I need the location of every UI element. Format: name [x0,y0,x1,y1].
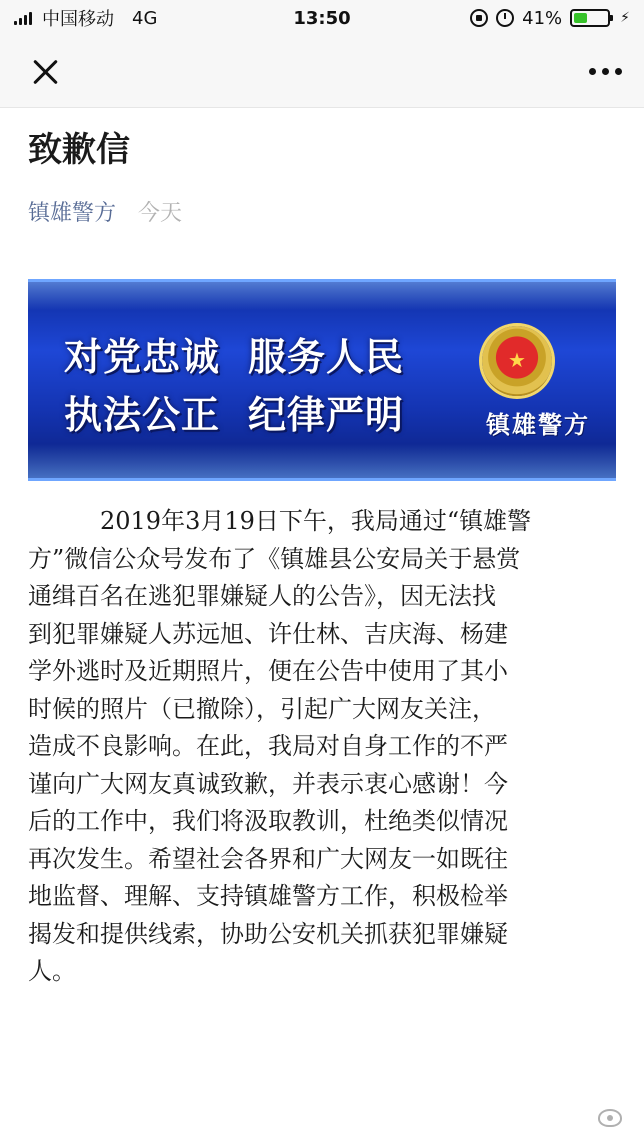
article-meta [28,196,616,227]
status-bar [0,0,644,36]
weibo-watermark [598,1109,622,1127]
battery-fill [574,13,587,23]
account-link[interactable]: 镇雄警方 [28,201,117,226]
banner-org-name: 镇雄警方 [486,411,590,439]
carrier-label: 中国移动 [42,9,114,30]
slogan-row-1 [64,328,404,386]
more-icon[interactable] [589,60,622,83]
banner-slogans [64,328,404,444]
body-line: 通缉百名在逃犯罪嫌疑人的公告》，因无法找 [28,582,496,610]
slogan-text: 对党忠诚 [64,335,221,379]
body-line: 时候的照片（已撤除），引起广大网友关注， [28,694,496,723]
body-line: 2019年3月19日下午，我局通过“镇雄警 [100,507,532,535]
body-line: 造成不良影响。在此，我局对自身工作的不严 [28,732,508,760]
article-banner-image [28,279,616,481]
weibo-logo-icon [598,1109,622,1127]
slogan-text: 纪律严明 [248,393,405,437]
article-title: 致歉信 [28,130,130,170]
body-line: 学外逃时及近期照片，便在公告中使用了其小 [28,657,508,685]
nav-bar [0,36,644,108]
network-label: 4G [132,7,158,29]
status-time: 13:50 [293,7,351,29]
body-line: 人。 [28,957,76,985]
body-line: 揭发和提供线索，协助公安机关抓获犯罪嫌疑 [28,919,508,948]
status-left [14,5,157,31]
article-body [28,503,616,991]
close-icon[interactable] [30,56,62,88]
signal-icon [14,11,32,25]
slogan-text: 服务人民 [248,335,405,379]
status-right [470,8,630,29]
body-line: 再次发生。希望社会各界和广大网友一如既往 [28,844,508,873]
police-badge-icon [482,326,552,396]
body-line: 地监督、理解、支持镇雄警方工作，积极检举 [28,882,508,910]
battery-icon [570,9,610,27]
charging-icon: ⚡ [620,10,630,26]
alarm-icon [496,9,514,27]
body-line: 到犯罪嫌疑人苏远旭、许仕林、吉庆海、杨建 [28,619,508,648]
slogan-text: 执法公正 [64,393,221,437]
battery-percent: 41% [522,7,563,29]
article [0,126,644,991]
publish-date: 今天 [138,201,183,226]
body-line: 方”微信公众号发布了《镇雄县公安局关于悬赏 [28,544,521,573]
slogan-row-2 [64,386,404,444]
rotation-lock-icon [470,9,488,27]
body-line: 后的工作中，我们将汲取教训，杜绝类似情况 [28,807,508,835]
body-line: 谨向广大网友真诚致歉，并表示衷心感谢！今 [28,769,508,798]
